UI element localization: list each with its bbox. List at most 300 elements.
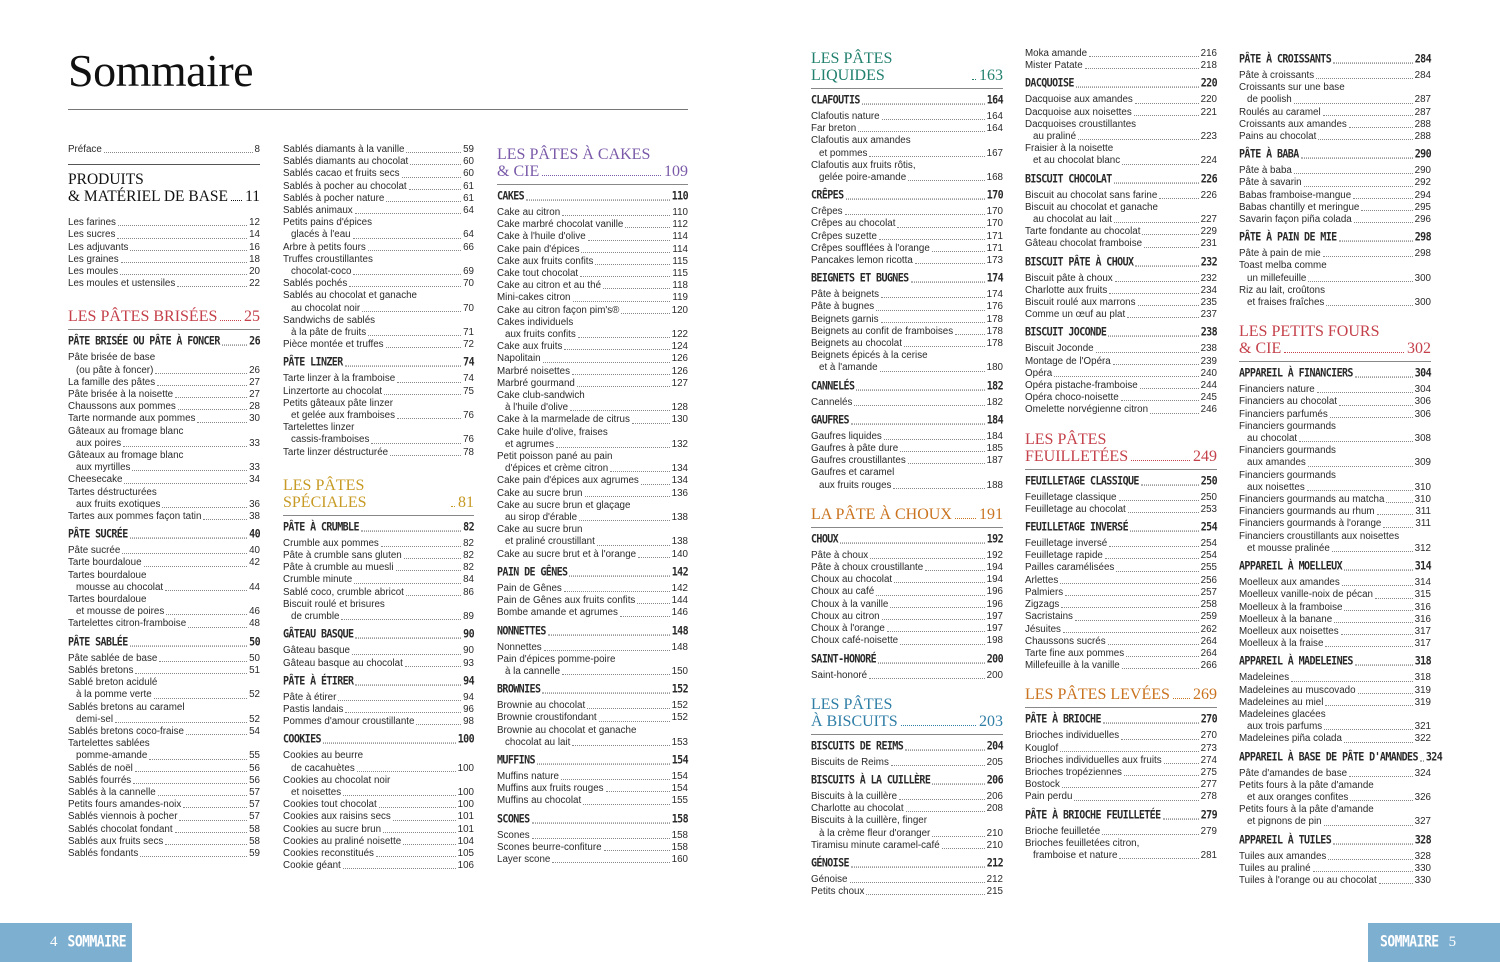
section-title-row	[68, 308, 260, 325]
subsection-title: BISCUIT JOCONDE	[1025, 327, 1107, 340]
toc-entry	[1025, 767, 1217, 779]
toc-page-number: 74	[463, 373, 474, 385]
subsection-page: 164	[986, 94, 1003, 107]
toc-page-number: 254	[1200, 550, 1217, 562]
toc-entry	[497, 378, 688, 390]
toc-entry	[68, 438, 260, 450]
toc-entry-title: Les graines	[68, 253, 119, 265]
leader-dots	[323, 743, 456, 744]
leader-dots	[1316, 78, 1412, 79]
leader-dots	[620, 616, 670, 617]
footer-label-right: SOMMAIRE	[1380, 933, 1439, 952]
toc-page-number: 197	[986, 610, 1003, 622]
section-title-line1: LES PÂTES	[1025, 430, 1107, 448]
toc-entry-title: Sablés animaux	[283, 205, 353, 217]
toc-entry-title: Chaussons aux pommes	[68, 401, 176, 413]
section-heading	[283, 477, 474, 516]
subsection-heading	[1025, 474, 1217, 489]
toc-entry	[68, 266, 260, 278]
toc-page-number: 120	[671, 304, 688, 316]
toc-page-number: 288	[1414, 118, 1431, 130]
toc-page-number: 296	[1414, 214, 1431, 226]
leader-dots	[130, 645, 248, 646]
leader-dots	[581, 252, 670, 253]
leader-dots	[120, 274, 247, 275]
toc-entry	[1025, 611, 1217, 623]
leader-dots	[1135, 265, 1198, 266]
subsection-title: CAKES	[497, 190, 525, 203]
toc-entry-line	[811, 160, 1003, 172]
subsection-title: PÂTE À ÉTIRER	[283, 675, 354, 688]
toc-entry	[1025, 599, 1217, 611]
toc-page-number: 46	[249, 606, 260, 618]
toc-entry-line	[811, 467, 1003, 479]
toc-entry-continued: et au chocolat blanc	[1033, 155, 1121, 167]
toc-page-number: 192	[986, 549, 1003, 561]
leader-dots	[876, 310, 984, 311]
subsection-heading	[68, 335, 260, 350]
leader-dots	[355, 638, 461, 639]
toc-entry	[1025, 624, 1217, 636]
toc-entry-line	[497, 317, 688, 329]
toc-entry-title: Biscuit roulé aux marrons	[1025, 297, 1136, 309]
toc-page-number: 257	[1200, 586, 1217, 598]
toc-page-number: 89	[463, 611, 474, 623]
leader-dots	[879, 239, 985, 240]
toc-entry-title: Brioches feuilletées citron,	[1025, 837, 1140, 849]
toc-entry-title: Brioches individuelles aux fruits	[1025, 754, 1162, 766]
toc-entry-title: Tarte normande aux pommes	[68, 413, 196, 425]
toc-entry-title: Les sucres	[68, 229, 116, 241]
toc-entry	[1025, 273, 1217, 285]
leader-dots	[882, 619, 985, 620]
toc-page-number: 94	[463, 691, 474, 703]
toc-entry	[811, 828, 1003, 840]
section-heading	[1239, 323, 1431, 362]
toc-page-number: 176	[986, 301, 1003, 313]
toc-entry-continued: aux fruits rouges	[819, 479, 892, 491]
toc-entry-title: Cake club-sandwich	[497, 390, 585, 402]
subsection-title: PÂTE LINZER	[283, 357, 343, 370]
toc-entry-title: Sablés fourrés	[68, 774, 132, 786]
toc-entry-title: Gâteaux au fromage blanc	[68, 425, 184, 437]
leader-dots	[1325, 646, 1412, 647]
toc-entry-title: Far breton	[811, 123, 857, 135]
toc-entry	[283, 447, 474, 459]
subsection-page: 226	[1200, 173, 1217, 186]
toc-entry-title: Cake au sucre brun et glaçage	[497, 499, 631, 511]
toc-entry-title: Les farines	[68, 217, 116, 229]
toc-entry-title: Génoise	[811, 873, 848, 885]
toc-entry-title: Sablés viennois à pocher	[68, 811, 178, 823]
leader-dots	[117, 238, 247, 239]
toc-entry-title: Millefeuille à la vanille	[1025, 660, 1120, 672]
toc-entry-title: Pancakes lemon ricotta	[811, 255, 913, 267]
toc-entry-title: Omelette norvégienne citron	[1025, 404, 1149, 416]
leader-dots	[894, 582, 984, 583]
toc-entry-title: Brownie au chocolat et ganache	[497, 724, 637, 736]
leader-dots	[178, 409, 247, 410]
section-title-line2: & MATÉRIEL DE BASE	[68, 188, 229, 206]
toc-page-number: 164	[986, 123, 1003, 135]
toc-entry-line	[68, 702, 260, 714]
leader-dots	[1060, 751, 1198, 752]
toc-entry-line	[283, 217, 474, 229]
toc-page-number: 16	[249, 241, 260, 253]
toc-page-number: 27	[249, 376, 260, 388]
leader-dots	[1065, 595, 1199, 596]
toc-entry-title: Cookies au beurre	[283, 750, 364, 762]
toc-entry-title: Savarin façon piña colada	[1239, 214, 1352, 226]
subsection-title: APPAREIL À TUILES	[1239, 834, 1332, 847]
leader-dots	[876, 595, 984, 596]
section-title-row	[1025, 686, 1217, 703]
toc-entry-continued: aux poires	[76, 437, 122, 449]
toc-entry-continued: à la pâte de fruits	[291, 327, 367, 339]
toc-entry-title: Saint-honoré	[811, 669, 868, 681]
toc-entry	[283, 538, 474, 550]
toc-page-number: 58	[249, 823, 260, 835]
subsection-heading	[1025, 77, 1217, 92]
toc-page-number: 84	[463, 574, 474, 586]
toc-entry-title: Montage de l'Opéra	[1025, 355, 1111, 367]
toc-entry-title: Linzertorte au chocolat	[283, 385, 383, 397]
leader-dots	[904, 346, 985, 347]
toc-entry-title: Bostock	[1025, 779, 1060, 791]
leader-dots	[625, 227, 670, 228]
toc-entry-title: Sablés diamants à la vanille	[283, 144, 405, 155]
leader-dots	[384, 394, 461, 395]
toc-entry-title: Biscuits de Reims	[811, 756, 889, 768]
toc-entry-title: Petits fours à la pâte d'amande	[1239, 779, 1374, 791]
toc-entry	[1025, 562, 1217, 574]
toc-page-number: 287	[1414, 106, 1431, 118]
leader-dots	[402, 177, 462, 178]
toc-entry-title: Bombe amande et agrumes	[497, 607, 618, 619]
toc-entry-title: Choux à l'orange	[811, 623, 885, 635]
leader-dots	[104, 152, 253, 153]
toc-page-number: 105	[457, 847, 474, 859]
subsection-heading	[283, 520, 474, 535]
toc-page-number: 57	[249, 799, 260, 811]
toc-entry-title: Gâteau basque au chocolat	[283, 657, 403, 669]
toc-page-number: 266	[1200, 660, 1217, 672]
toc-entry-title: Roulés au caramel	[1239, 106, 1321, 118]
toc-entry-title: Sablés pochés	[283, 278, 348, 290]
toc-entry	[497, 414, 688, 426]
leader-dots	[1308, 466, 1413, 467]
leader-dots	[606, 791, 670, 792]
toc-entry-title: Petits fours amandes-noix	[68, 799, 182, 811]
leader-dots	[1339, 405, 1413, 406]
toc-entry-title: Financiers gourmands	[1239, 469, 1336, 481]
toc-page-number: 55	[249, 750, 260, 762]
leader-dots	[404, 558, 461, 559]
toc-entry	[68, 242, 260, 254]
toc-entry-title: Pâte à savarin	[1239, 177, 1302, 189]
subsection-title: APPAREIL À MADELEINES	[1239, 655, 1353, 669]
toc-entry	[1239, 816, 1431, 828]
toc-entry	[497, 712, 688, 724]
subsection-title: DACQUOISE	[1025, 77, 1074, 91]
toc-entry	[283, 327, 474, 339]
leader-dots	[123, 446, 247, 447]
leader-dots	[621, 313, 669, 314]
leader-dots	[1144, 247, 1199, 248]
toc-entry-title: Pâte sucrée	[68, 545, 121, 557]
toc-page-number: 173	[986, 255, 1003, 267]
toc-entry	[1025, 779, 1217, 791]
subsection-heading	[811, 739, 1003, 754]
toc-entry	[68, 665, 260, 677]
toc-entry	[1239, 202, 1431, 214]
toc-entry-title: Muffins nature	[497, 770, 559, 782]
toc-page-number: 246	[1200, 404, 1217, 416]
subsection-title: BISCUIT CHOCOLAT	[1025, 173, 1112, 186]
toc-entry-continued: un millefeuille	[1247, 272, 1307, 284]
toc-entry	[283, 763, 474, 775]
toc-page-number: 180	[986, 362, 1003, 374]
toc-entry-line	[497, 654, 688, 666]
subsection-title: CHOUX	[811, 533, 839, 546]
toc-entry-title: Feuilletage au chocolat	[1025, 503, 1126, 515]
toc-entry-title: Sablé breton acidulé	[68, 677, 158, 689]
toc-entry-title: Kouglof	[1025, 742, 1059, 754]
toc-page-number: 134	[671, 463, 688, 475]
toc-entry-title: Moelleux vanille-noix de pécan	[1239, 589, 1373, 601]
toc-entry	[68, 689, 260, 701]
toc-page-number: 171	[986, 230, 1003, 242]
toc-entry	[811, 670, 1003, 682]
toc-page-number: 119	[672, 292, 688, 304]
toc-entry	[68, 750, 260, 762]
toc-entry	[811, 218, 1003, 230]
toc-page-number: 82	[463, 537, 474, 549]
toc-page-number: 48	[249, 618, 260, 630]
leader-dots	[570, 410, 670, 411]
toc-entry-line	[68, 594, 260, 606]
subsection-heading	[811, 379, 1003, 394]
section-title-line1: LES PÂTES	[811, 695, 893, 713]
toc-page-number: 126	[671, 365, 688, 377]
leader-dots	[526, 200, 670, 201]
toc-entry-line	[497, 427, 688, 439]
toc-entry-title: Charlotte aux fruits	[1025, 284, 1108, 296]
toc-entry-title: Beignets au confit de framboises	[811, 325, 954, 337]
toc-page-number: 316	[1414, 601, 1431, 613]
subsection-page: 290	[1414, 148, 1431, 162]
leader-dots	[578, 337, 670, 338]
toc-entry	[283, 229, 474, 241]
toc-entry-title: Madeleines piña colada	[1239, 733, 1342, 745]
toc-page-number: 152	[671, 712, 688, 724]
toc-entry	[811, 314, 1003, 326]
toc-entry-title: Brioches individuelles	[1025, 730, 1120, 742]
toc-entry	[283, 562, 474, 574]
subsection-page: 318	[1414, 655, 1431, 669]
toc-entry-title: Cookies au sucre brun	[283, 823, 382, 835]
section-page: 302	[1407, 340, 1431, 358]
leader-dots	[880, 371, 985, 372]
leader-dots	[1076, 87, 1199, 88]
leader-dots	[155, 373, 247, 374]
toc-page-number: 158	[671, 841, 688, 853]
leader-dots	[1130, 531, 1199, 532]
toc-page-number: 262	[1200, 623, 1217, 635]
toc-entry-title: Biscuit Joconde	[1025, 343, 1094, 355]
leader-dots	[583, 804, 669, 805]
toc-entry	[497, 854, 688, 866]
toc-entry-line	[283, 398, 474, 410]
toc-entry	[1239, 165, 1431, 177]
subsection-heading	[1239, 52, 1431, 67]
toc-entry	[1239, 685, 1431, 697]
toc-page-number: 57	[249, 811, 260, 823]
leader-dots	[1330, 417, 1413, 418]
toc-entry	[283, 193, 474, 205]
toc-entry-title: Dacquoises croustillantes	[1025, 118, 1137, 130]
toc-entry	[1239, 94, 1431, 106]
leader-dots	[862, 104, 985, 105]
leader-dots	[121, 262, 247, 263]
toc-page-number: 258	[1200, 599, 1217, 611]
toc-page-number: 182	[986, 396, 1003, 408]
subsection-title: BEIGNETS ET BUGNES	[811, 272, 909, 286]
subsection-page: 26	[249, 335, 260, 349]
subsection-title: BISCUIT PÂTE À CHOUX	[1025, 256, 1134, 269]
leader-dots	[162, 507, 247, 508]
toc-entry	[497, 737, 688, 749]
section-page: 163	[979, 67, 1003, 84]
toc-entry-continued: et à l'amande	[819, 362, 878, 374]
leader-dots	[579, 520, 670, 521]
toc-entry-title: Feuilletage rapide	[1025, 550, 1103, 562]
leader-dots	[569, 575, 669, 576]
toc-page-number: 223	[1200, 131, 1217, 143]
toc-entry-title: Palmiers	[1025, 586, 1064, 598]
leader-dots	[1061, 607, 1198, 608]
subsection-page: 170	[986, 189, 1003, 203]
toc-entry-continued: demi-sel	[76, 713, 114, 725]
toc-entry-continued: au chocolat au lait	[1033, 214, 1112, 226]
leader-dots	[854, 405, 984, 406]
toc-entry-title: Sablés fondants	[68, 847, 139, 859]
leader-dots	[186, 734, 247, 735]
toc-entry-title: Muffins au chocolat	[497, 795, 582, 807]
toc-entry-title: Crêpes	[811, 206, 843, 218]
subsection-title: CRÊPES	[811, 189, 844, 203]
leader-dots	[869, 156, 984, 157]
toc-entry-title: Beignets garnis	[811, 313, 879, 325]
subsection-title: CLAFOUTIS	[811, 94, 860, 107]
toc-entry	[68, 653, 260, 665]
section-page: 11	[245, 188, 260, 206]
toc-entry-title: Cookies au chocolat noir	[283, 774, 391, 786]
section-heading	[1025, 686, 1217, 708]
toc-page-number: 306	[1414, 408, 1431, 420]
toc-entry	[811, 635, 1003, 647]
toc-page-number: 330	[1414, 874, 1431, 886]
subsection-heading	[497, 624, 688, 639]
toc-entry	[497, 512, 688, 524]
toc-page-number: 184	[986, 430, 1003, 442]
leader-dots	[1109, 546, 1198, 547]
subsection-title: PÂTE À PAIN DE MIE	[1239, 231, 1337, 245]
toc-entry	[497, 402, 688, 414]
toc-entry-title: Chaussons sucrés	[1025, 635, 1106, 647]
toc-page-number: 138	[671, 536, 688, 548]
toc-entry	[1025, 660, 1217, 672]
leader-dots	[908, 463, 985, 464]
toc-page-number: 315	[1414, 589, 1431, 601]
subsection-heading	[811, 532, 1003, 547]
leader-dots	[884, 439, 985, 440]
leader-dots	[1142, 234, 1198, 235]
subsection-page: 279	[1200, 809, 1217, 822]
leader-dots	[1128, 512, 1199, 513]
leader-dots	[1313, 871, 1413, 872]
leader-dots	[1141, 484, 1199, 485]
leader-dots	[1114, 182, 1199, 183]
subsection-title: PÂTE À BABA	[1239, 148, 1299, 162]
toc-entry-continued: et gelée aux framboises	[291, 410, 396, 422]
section-title-row	[811, 506, 1003, 523]
toc-page-number: 64	[463, 205, 474, 217]
toc-entry	[68, 499, 260, 511]
toc-entry-title: Financiers parfumés	[1239, 408, 1328, 420]
toc-entry-title: Biscuit pâte à choux	[1025, 272, 1113, 284]
toc-entry-title: Pièce montée et truffes	[283, 339, 384, 351]
toc-entry	[283, 587, 474, 599]
toc-entry-title: Mister Patate	[1025, 60, 1083, 72]
leader-dots	[891, 765, 985, 766]
toc-entry-title: Choux à la vanille	[811, 598, 889, 610]
toc-page-number: 304	[1414, 384, 1431, 396]
toc-entry	[1025, 48, 1217, 60]
leader-dots	[343, 868, 456, 869]
subsection-page: 50	[249, 636, 260, 649]
toc-entry-continued: au chocolat noir	[291, 302, 361, 314]
toc-entry-title: Tuiles au praliné	[1239, 862, 1311, 874]
toc-page-number: 256	[1200, 574, 1217, 586]
leader-dots	[599, 721, 670, 722]
toc-entry	[1239, 614, 1431, 626]
toc-entry-title: Clafoutis nature	[811, 111, 880, 122]
toc-entry-title: Financiers croustillants aux noisettes	[1239, 530, 1400, 542]
toc-entry-title: Marbré gourmand	[497, 377, 575, 389]
leader-dots	[1062, 787, 1199, 788]
toc-entry-title: Pâte à croissants	[1239, 70, 1315, 81]
toc-page-number: 27	[249, 389, 260, 401]
toc-entry-title: Cheesecake	[68, 474, 123, 486]
leader-dots	[1284, 352, 1404, 353]
toc-entry-continued: de poolish	[1247, 94, 1292, 106]
toc-entry	[1025, 648, 1217, 660]
leader-dots	[900, 451, 985, 452]
subsection-title: BISCUITS À LA CUILLÈRE	[811, 774, 931, 787]
toc-entry-title: Cookies tout chocolat	[283, 799, 377, 811]
leader-dots	[887, 631, 985, 632]
toc-entry	[811, 326, 1003, 338]
subsection-heading	[1025, 808, 1217, 823]
subsection-page: 324	[1425, 751, 1443, 764]
toc-entry-title: Gaufres et caramel	[811, 467, 895, 479]
toc-entry-title: Pâte brisée de base	[68, 352, 156, 364]
toc-entry-title: Pâte à crumble sans gluten	[283, 550, 402, 562]
toc-page-number: 324	[1414, 767, 1431, 779]
toc-entry-title: Petits choux	[811, 886, 865, 898]
subsection-page: 182	[986, 380, 1003, 393]
